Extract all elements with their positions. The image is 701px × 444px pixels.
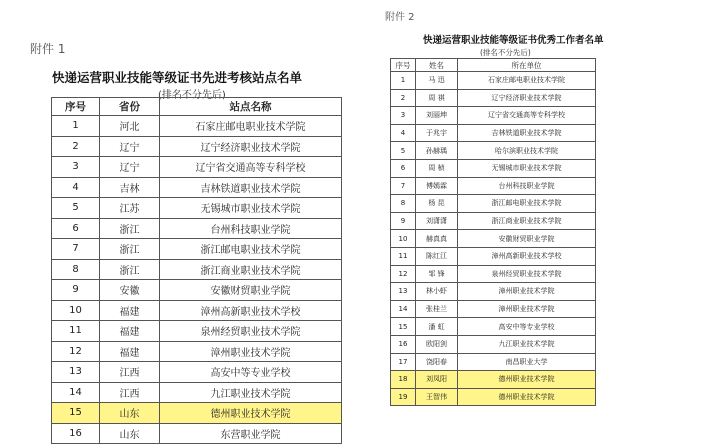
table-cell: 1: [391, 72, 416, 90]
table-cell: 于兆宇: [416, 124, 458, 142]
table-cell: 10: [52, 300, 100, 321]
table-cell: 4: [52, 177, 100, 198]
table-cell: 江苏: [100, 198, 160, 219]
table-row: [52, 177, 342, 198]
table-cell: 邹 锋: [416, 265, 458, 283]
table-cell: 辽宁: [100, 157, 160, 178]
table-cell: 德州职业技术学院: [458, 371, 596, 389]
table-cell: 16: [52, 423, 100, 444]
table-cell: 15: [52, 403, 100, 424]
table-cell: 刘丽坤: [416, 107, 458, 125]
table-cell: 4: [391, 124, 416, 142]
table-row: [391, 283, 596, 301]
table-row: [52, 116, 342, 137]
stations-table: [51, 97, 342, 444]
table-cell: 九江职业技术学院: [160, 382, 342, 403]
table-row: [52, 403, 342, 424]
table-row: [52, 300, 342, 321]
table-cell: 台州科技职业学院: [458, 177, 596, 195]
table-cell: 辽宁省交通高等专科学校: [160, 157, 342, 178]
table-cell: 12: [391, 265, 416, 283]
table-header-row: [391, 59, 596, 72]
table-row: [52, 321, 342, 342]
table-cell: 6: [391, 159, 416, 177]
table-row: [52, 280, 342, 301]
table-cell: 17: [391, 353, 416, 371]
table-cell: 吉林铁道职业技术学院: [458, 124, 596, 142]
header-cell: 省份: [100, 98, 160, 116]
table-cell: 11: [52, 321, 100, 342]
table-cell: 德州职业技术学院: [160, 403, 342, 424]
table-cell: 周 祺: [416, 89, 458, 107]
table-cell: 泉州经贸职业技术学院: [458, 265, 596, 283]
table-cell: 福建: [100, 341, 160, 362]
header-cell: 站点名称: [160, 98, 342, 116]
table-cell: 5: [391, 142, 416, 160]
table-cell: 台州科技职业学院: [160, 218, 342, 239]
table-cell: 11: [391, 247, 416, 265]
table-cell: 王智伟: [416, 388, 458, 406]
table-row: [391, 89, 596, 107]
table-row: [52, 341, 342, 362]
table-row: [391, 318, 596, 336]
table-cell: 18: [391, 371, 416, 389]
table-cell: 刘凤阳: [416, 371, 458, 389]
table-row: [391, 388, 596, 406]
table-cell: 江西: [100, 362, 160, 383]
table-cell: 3: [52, 157, 100, 178]
table-cell: 安徽财贸职业学院: [160, 280, 342, 301]
table-cell: 浙江商业职业技术学院: [458, 212, 596, 230]
table-cell: 浙江: [100, 218, 160, 239]
document-title: 快递运营职业技能等级证书先进考核站点名单: [52, 70, 303, 85]
table-row: [391, 124, 596, 142]
table-cell: 16: [391, 335, 416, 353]
table-cell: 欧阳剑: [416, 335, 458, 353]
table-row: [52, 218, 342, 239]
table-cell: 13: [391, 283, 416, 301]
table-cell: 9: [52, 280, 100, 301]
table-row: [52, 362, 342, 383]
table-cell: 赫真真: [416, 230, 458, 248]
table-cell: 德州职业技术学院: [458, 388, 596, 406]
document-attachment-2: [385, 8, 640, 410]
table-row: [391, 212, 596, 230]
table-cell: 漳州高新职业技术学校: [160, 300, 342, 321]
workers-table: [390, 58, 596, 406]
table-row: [391, 230, 596, 248]
table-cell: 河北: [100, 116, 160, 137]
table-cell: 辽宁经济职业技术学院: [160, 136, 342, 157]
table-cell: 周 桢: [416, 159, 458, 177]
header-cell: 序号: [391, 59, 416, 72]
table-cell: 10: [391, 230, 416, 248]
header-cell: 姓名: [416, 59, 458, 72]
table-cell: 漳州高新职业技术学校: [458, 247, 596, 265]
table-row: [391, 159, 596, 177]
table-cell: 辽宁: [100, 136, 160, 157]
table-cell: 傅嫣霖: [416, 177, 458, 195]
table-row: [52, 259, 342, 280]
table-row: [391, 177, 596, 195]
document-subtitle: (排名不分先后): [158, 90, 226, 101]
table-cell: 吉林: [100, 177, 160, 198]
table-cell: 7: [52, 239, 100, 260]
document-title: 快递运营职业技能等级证书优秀工作者名单: [423, 35, 604, 46]
table-cell: 6: [52, 218, 100, 239]
table-cell: 7: [391, 177, 416, 195]
table-cell: 1: [52, 116, 100, 137]
table-cell: 山东: [100, 403, 160, 424]
table-cell: 泉州经贸职业技术学院: [160, 321, 342, 342]
table-cell: 马 迅: [416, 72, 458, 90]
table-cell: 哈尔滨职业技术学院: [458, 142, 596, 160]
table-row: [391, 142, 596, 160]
table-cell: 9: [391, 212, 416, 230]
table-cell: 福建: [100, 300, 160, 321]
attachment-label: 附件 2: [385, 12, 415, 23]
table-cell: 饶阳春: [416, 353, 458, 371]
table-cell: 浙江商业职业技术学院: [160, 259, 342, 280]
table-row: [391, 371, 596, 389]
attachment-label: 附件 1: [30, 42, 66, 56]
table-cell: 浙江: [100, 239, 160, 260]
table-row: [52, 157, 342, 178]
table-cell: 14: [52, 382, 100, 403]
table-row: [52, 239, 342, 260]
table-cell: 山东: [100, 423, 160, 444]
table-row: [391, 265, 596, 283]
table-cell: 无锡城市职业技术学院: [458, 159, 596, 177]
table-cell: 无锡城市职业技术学院: [160, 198, 342, 219]
table-row: [52, 136, 342, 157]
table-cell: 吉林铁道职业技术学院: [160, 177, 342, 198]
table-cell: 浙江邮电职业技术学院: [458, 195, 596, 213]
table-cell: 刘潇潇: [416, 212, 458, 230]
table-header-row: [52, 98, 342, 116]
header-cell: 序号: [52, 98, 100, 116]
table-cell: 陈红江: [416, 247, 458, 265]
document-attachment-1: [30, 40, 360, 441]
table-cell: 江西: [100, 382, 160, 403]
table-cell: 浙江: [100, 259, 160, 280]
table-cell: 漳州职业技术学院: [458, 283, 596, 301]
table-cell: 3: [391, 107, 416, 125]
table-cell: 安徽: [100, 280, 160, 301]
table-cell: 杨 昆: [416, 195, 458, 213]
header-cell: 所在单位: [458, 59, 596, 72]
table-cell: 浙江邮电职业技术学院: [160, 239, 342, 260]
table-cell: 5: [52, 198, 100, 219]
table-cell: 8: [52, 259, 100, 280]
table-cell: 13: [52, 362, 100, 383]
table-cell: 14: [391, 300, 416, 318]
table-cell: 安徽财贸职业学院: [458, 230, 596, 248]
table-cell: 12: [52, 341, 100, 362]
table-cell: 张桂兰: [416, 300, 458, 318]
table-row: [52, 423, 342, 444]
table-cell: 高安中等专业学校: [458, 318, 596, 336]
table-cell: 辽宁省交通高等专科学校: [458, 107, 596, 125]
table-cell: 石家庄邮电职业技术学院: [458, 72, 596, 90]
table-cell: 2: [391, 89, 416, 107]
table-cell: 石家庄邮电职业技术学院: [160, 116, 342, 137]
table-row: [52, 198, 342, 219]
table-row: [391, 335, 596, 353]
table-row: [391, 353, 596, 371]
document-subtitle: (排名不分先后): [480, 48, 531, 57]
table-row: [391, 72, 596, 90]
table-row: [391, 300, 596, 318]
table-cell: 辽宁经济职业技术学院: [458, 89, 596, 107]
table-cell: 东营职业学院: [160, 423, 342, 444]
table-cell: 九江职业技术学院: [458, 335, 596, 353]
table-cell: 潘 虹: [416, 318, 458, 336]
table-row: [391, 247, 596, 265]
table-cell: 林小虾: [416, 283, 458, 301]
table-row: [52, 382, 342, 403]
table-cell: 15: [391, 318, 416, 336]
table-cell: 漳州职业技术学院: [458, 300, 596, 318]
table-cell: 南昌职业大学: [458, 353, 596, 371]
table-row: [391, 195, 596, 213]
table-cell: 福建: [100, 321, 160, 342]
table-cell: 19: [391, 388, 416, 406]
table-cell: 孙赫瑀: [416, 142, 458, 160]
table-cell: 高安中等专业学校: [160, 362, 342, 383]
table-cell: 2: [52, 136, 100, 157]
table-cell: 8: [391, 195, 416, 213]
table-cell: 漳州职业技术学院: [160, 341, 342, 362]
table-row: [391, 107, 596, 125]
